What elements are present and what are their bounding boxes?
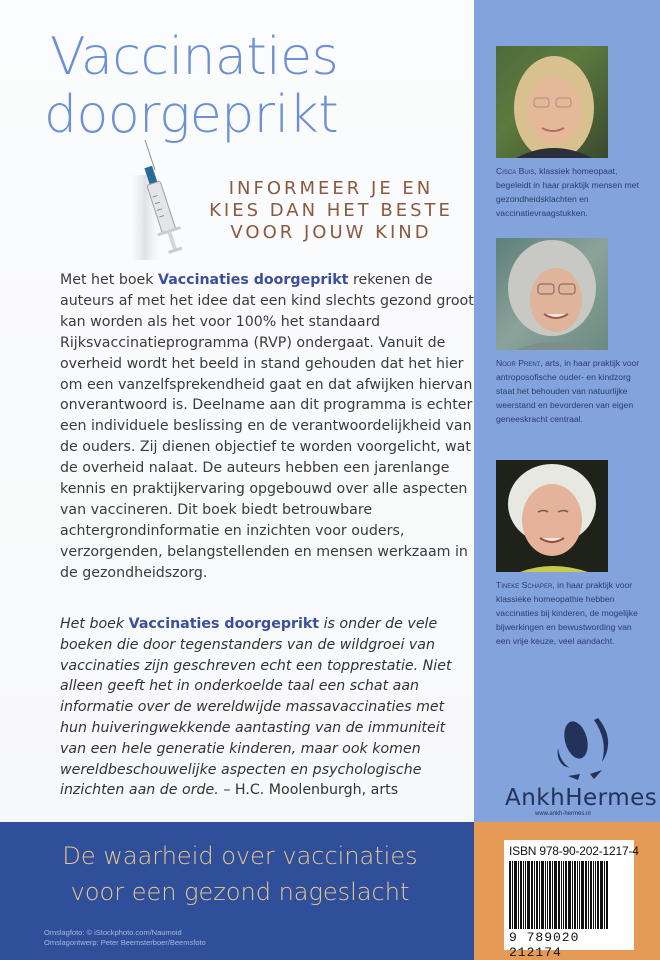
portrait-white-haired-woman-icon xyxy=(496,460,608,572)
author-caption xyxy=(496,356,646,426)
blurb-paragraph xyxy=(60,270,474,584)
portrait-grey-haired-woman-icon xyxy=(496,238,608,350)
tagline xyxy=(20,838,460,910)
review-quote xyxy=(60,614,474,801)
author-photo xyxy=(496,46,608,158)
blurb-book-title: Vaccinaties doorgeprikt xyxy=(157,272,349,288)
design-credit: Omslagontwerp: Peter Beemsterboer/Beemsfoto xyxy=(44,938,206,947)
title-line-1: Vaccinaties xyxy=(50,27,339,87)
author-card xyxy=(496,460,646,648)
barcode-digits: 9 789020 212174 xyxy=(509,930,580,960)
subtitle xyxy=(196,178,466,244)
quote-signature: – H.C. Moolenburgh, arts xyxy=(218,782,399,799)
barcode xyxy=(504,840,639,960)
author-photo xyxy=(496,460,608,572)
tagline-line: De waarheid over vaccinaties xyxy=(62,842,418,870)
quote-book-title: Vaccinaties doorgeprikt xyxy=(128,616,320,632)
blurb-text: Met het boek xyxy=(60,272,158,288)
author-caption xyxy=(496,578,646,648)
author-description: , in haar praktijk voor klassieke homeopathie hebben vaccinaties bij kinderen, de mogelijke bijwerkingen en bewustwording van een vrije keuze, veel aandacht. xyxy=(496,580,638,646)
author-description: , arts, in haar praktijk voor antroposofische ouder- en kindzorg staat het behouden van natuurlijke weerstand en bevorderen van eigen geneeskracht centraal. xyxy=(496,358,640,424)
author-photo xyxy=(496,238,608,350)
blurb-text: rekenen de auteurs af met het idee dat een kind slechts gezond groot kan worden als het voor 100% het standaard Rijksvaccinatieprogramma (RVP) ondergaat. Vanuit de overheid wordt het beeld in stand gehouden dat het hier om een vanzelfsprekendheid gaat en dat afwijken hiervan onverantwoord is. Deelname aan dit programma is echter een individuele beslissing en de verantwoordelijkheid van de ouders. Zij dienen objectief te worden voorgelicht, wat de overheid nalaat. De auteurs hebben een jarenlange kennis en praktijkervaring opgebouwd over alle aspecten van vaccineren. Dit boek biedt betrouwbare achtergrondinformatie en inzichten voor ouders, verzorgenden, belangstellenden en mensen werkzaam in de gezondheidszorg. xyxy=(60,272,474,581)
author-name: Noor Prent xyxy=(496,358,541,368)
title-line-2: doorgeprikt xyxy=(44,85,339,145)
author-caption xyxy=(496,164,646,220)
subtitle-line: INFORMEER JE EN xyxy=(228,178,434,199)
author-name: Tineke Schaper xyxy=(496,580,553,590)
cover-credits xyxy=(44,928,206,948)
portrait-blonde-woman-icon xyxy=(496,46,608,158)
isbn-label: ISBN 978-90-202-1217-4 xyxy=(509,844,639,858)
barcode-bars xyxy=(509,861,629,929)
author-description: , klassiek homeopaat, begeleidt in haar praktijk mensen met gezondheidsklachten en vaccinatievraagstukken. xyxy=(496,166,639,218)
author-name: Cisca Buis xyxy=(496,166,535,176)
ankhhermes-logo-icon xyxy=(546,700,626,790)
quote-text: is onder de vele boeken die door tegenstanders van de wildgroei van vaccinaties zijn geschreven echt een topprestatie. Niet alleen geeft het in onderkoelde taal een schat aan informatie over de wereldwijde massavaccinaties met hun huiveringwekkende aantasting van de immuniteit van een hele generatie kinderen, maar ook komen wereldbeschouwelijke aspecten en psychologische inzichten aan de orde. xyxy=(60,616,452,799)
quote-text: Het boek xyxy=(60,616,129,632)
subtitle-line: VOOR JOUW KIND xyxy=(230,222,432,243)
photo-credit: Omslagfoto: © iStockphoto.com/Naumoid xyxy=(44,928,182,937)
syringe-icon xyxy=(125,140,195,260)
author-card xyxy=(496,46,646,220)
publisher-name: AnkhHermes xyxy=(505,785,658,811)
tagline-line: voor een gezond nageslacht xyxy=(70,878,410,906)
publisher-url: www.ankh-hermes.nl xyxy=(535,811,591,817)
author-card xyxy=(496,238,646,426)
subtitle-line: KIES DAN HET BESTE xyxy=(209,200,453,221)
book-title xyxy=(44,27,339,145)
